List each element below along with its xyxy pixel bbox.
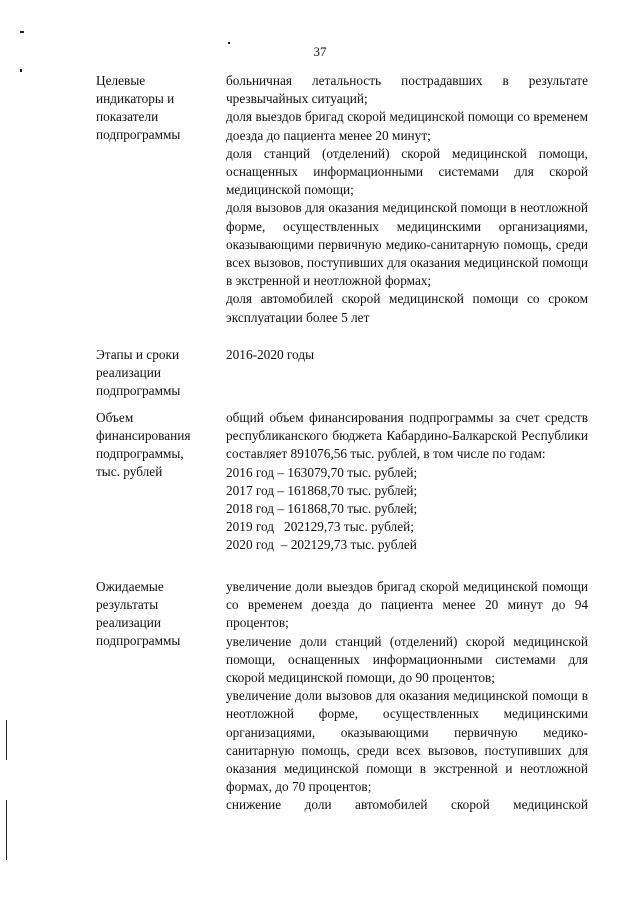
funding-year: 2019 год 202129,73 тыс. рублей; bbox=[226, 519, 414, 535]
funding-year: 2016 год – 163079,70 тыс. рублей; bbox=[226, 464, 418, 480]
page-number: 37 bbox=[313, 44, 327, 59]
list-item: доля вызовов для оказания медицинской помощи в неотложной форме, осуществленных медицинскими организациями, оказывающими первичную медико-санитарную помощь, среди всех вызовов, поступивших для оказания медицинской помощи в экстренной и неотложной формах; bbox=[226, 200, 588, 289]
scan-mark bbox=[6, 800, 7, 860]
section-content bbox=[226, 72, 588, 327]
funding-year: 2018 год – 161868,70 тыс. рублей; bbox=[226, 501, 418, 517]
scan-mark bbox=[6, 720, 7, 760]
section-label: Этапы и сроки реализации подпрограммы bbox=[96, 347, 181, 398]
funding-year: 2020 год – 202129,73 тыс. рублей bbox=[226, 537, 417, 553]
section-content bbox=[226, 346, 588, 364]
list-item: доля автомобилей скорой медицинской помощи со сроком эксплуатации более 5 лет bbox=[226, 291, 588, 325]
section-label: Целевые индикаторы и показатели подпрограммы bbox=[96, 73, 181, 142]
list-item: 2016-2020 годы bbox=[226, 347, 315, 362]
list-item: доля выездов бригад скорой медицинской помощи со временем доезда до пациента менее 20 минут; bbox=[226, 109, 588, 143]
list-item: увеличение доли станций (отделений) скорой медицинской помощи, оснащенных информационными системами для скорой медицинской помощи, до 90 процентов; bbox=[226, 633, 588, 686]
list-item: общий объем финансирования подпрограммы за счет средств республиканского бюджета Кабардино-Балкарской Республики составляет 891076,56 тыс. рублей, в том числе по годам: bbox=[226, 410, 588, 462]
list-item: увеличение доли выездов бригад скорой медицинской помощи со временем доезда до пациента менее 20 минут до 94 процентов; bbox=[226, 579, 588, 631]
section-content bbox=[226, 578, 588, 815]
funding-year: 2017 год – 161868,70 тыс. рублей; bbox=[226, 482, 418, 498]
list-item: больничная летальность пострадавших в результате чрезвычайных ситуаций; bbox=[226, 73, 588, 107]
list-item: снижение доли автомобилей скорой медицинской bbox=[226, 797, 588, 813]
section-content bbox=[226, 409, 588, 555]
section-label: Ожидаемые результаты реализации подпрограммы bbox=[96, 579, 181, 648]
section-label: Объем финансирования подпрограммы, тыс. рублей bbox=[96, 410, 191, 479]
scan-mark bbox=[20, 69, 22, 72]
list-item: доля станций (отделений) скорой медицинской помощи, оснащенных информационными системами для скорой медицинской помощи; bbox=[226, 145, 588, 198]
list-item: увеличение доли вызовов для оказания медицинской помощи в неотложной форме, осуществленных медицинскими организациями, оказывающими первичную медико-санитарную помощь, среди всех вызовов, поступивших для оказания медицинской помощи в экстренной и неотложной формах, до 70 процентов; bbox=[226, 688, 588, 795]
scan-mark bbox=[20, 31, 24, 33]
